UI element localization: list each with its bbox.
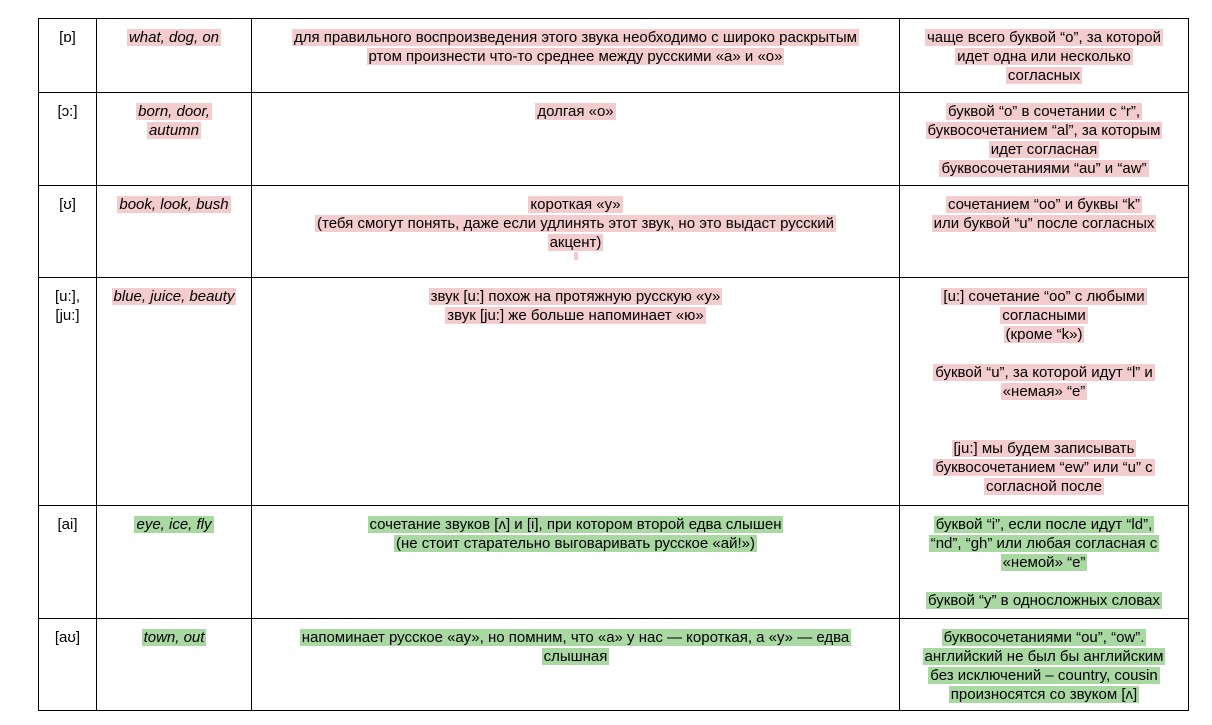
spelling-line: «немой» “e” <box>1002 554 1086 571</box>
spelling-cell <box>900 19 1189 93</box>
description-line: (тебя смогут понять, даже если удлинять этот звук, но это выдаст русский <box>317 215 834 232</box>
spelling-line: без исключений – country, cousin <box>930 667 1158 684</box>
examples-text: blue, juice, beauty <box>113 288 235 305</box>
spelling-line: чаще всего буквой “о”, за которой <box>926 29 1162 46</box>
description-line: (не стоит старательно выговаривать русское «ай!») <box>396 535 755 552</box>
spelling-line: [u:] сочетание “оо” с любыми <box>943 288 1145 305</box>
spelling-line: (кроме “k») <box>1005 326 1083 343</box>
spelling-line: согласных <box>1007 67 1081 84</box>
table-row <box>39 619 1189 711</box>
description-line: сочетание звуков [ʌ] и [i], при котором второй едва слышен <box>369 516 782 533</box>
description-line: для правильного воспроизведения этого звука необходимо с широко раскрытым <box>294 29 857 46</box>
examples-text: book, look, bush <box>119 196 229 213</box>
spelling-line: произносятся со звуком [ʌ] <box>950 686 1138 703</box>
examples-cell <box>97 506 252 619</box>
spelling-line: «немая» “e” <box>1002 383 1086 400</box>
examples-cell <box>97 278 252 506</box>
spelling-line: английский не был бы английским <box>924 648 1164 665</box>
table-row <box>39 506 1189 619</box>
sound-cell <box>39 278 97 506</box>
spelling-line: согласными <box>1002 307 1086 324</box>
spelling-line: буквосочетанием “ew” или “u” с <box>935 459 1153 476</box>
description-cell <box>252 19 900 93</box>
table-row <box>39 19 1189 93</box>
description-line: акцент) <box>549 234 602 251</box>
spelling-line: сочетанием “оо” и буквы “k” <box>948 196 1140 213</box>
spelling-line: буквой “о” в сочетании с “r”, <box>947 103 1141 120</box>
sound-cell <box>39 186 97 278</box>
sound-cell <box>39 506 97 619</box>
spelling-line: буквой “i”, если после идут “ld”, <box>935 516 1153 533</box>
description-line: ртом произнести что-то среднее между русскими «а» и «о» <box>368 48 783 65</box>
description-cell <box>252 186 900 278</box>
spelling-cell <box>900 186 1189 278</box>
sound-cell <box>39 93 97 186</box>
spelling-line: буквой “u”, за которой идут “l” и <box>935 364 1153 381</box>
description-line: слышная <box>543 648 608 665</box>
description-line: напоминает русское «ау», но помним, что «а» у нас — короткая, а «у» — едва <box>301 629 850 646</box>
examples-text: autumn <box>148 122 200 139</box>
description-cell <box>252 278 900 506</box>
examples-cell <box>97 186 252 278</box>
spelling-line: буквосочетаниями “ou”, “ow”. <box>943 629 1145 646</box>
spelling-line: буквосочетаниями “au” и “aw” <box>941 160 1147 177</box>
description-cell <box>252 506 900 619</box>
spelling-cell <box>900 278 1189 506</box>
spelling-cell <box>900 506 1189 619</box>
spelling-line: или буквой “u” после согласных <box>933 215 1155 232</box>
description-cell <box>252 619 900 711</box>
sound-symbol: [ai] <box>57 516 78 533</box>
description-line: звук [ju:] же больше напоминает «ю» <box>447 307 704 324</box>
spelling-line: согласной после <box>986 478 1102 495</box>
sound-symbol: [ʊ] <box>59 196 76 213</box>
examples-cell <box>97 19 252 93</box>
examples-text: born, door, <box>138 103 210 120</box>
phonetics-table <box>38 18 1189 711</box>
highlight-remnant <box>258 252 893 260</box>
sound-symbol: [ɔ:] <box>57 103 78 120</box>
examples-text: what, dog, on <box>128 29 220 46</box>
table-row <box>39 93 1189 186</box>
examples-text: town, out <box>143 629 205 646</box>
examples-text: eye, ice, fly <box>136 516 212 533</box>
sound-cell <box>39 19 97 93</box>
spelling-line: идет согласная <box>990 141 1098 158</box>
description-cell <box>252 93 900 186</box>
sound-symbol: [aʊ] <box>54 629 81 646</box>
description-line: звук [u:] похож на протяжную русскую «у» <box>430 288 721 305</box>
table-row <box>39 278 1189 506</box>
spelling-line: идет одна или несколько <box>957 48 1131 65</box>
sound-cell <box>39 619 97 711</box>
examples-cell <box>97 619 252 711</box>
sound-symbol: [ɒ] <box>59 29 76 46</box>
description-line: долгая «о» <box>537 103 614 120</box>
spelling-line: буквосочетанием “al”, за которым <box>927 122 1161 139</box>
spelling-line: [ju:] мы будем записывать <box>953 440 1135 457</box>
examples-cell <box>97 93 252 186</box>
spelling-line: буквой “y” в односложных словах <box>928 592 1160 609</box>
sound-symbol: [u:], <box>54 288 80 305</box>
table-row <box>39 186 1189 278</box>
spelling-line: “nd”, “gh” или любая согласная с <box>930 535 1158 552</box>
sound-symbol: [ju:] <box>55 307 80 324</box>
spelling-cell <box>900 93 1189 186</box>
spelling-cell <box>900 619 1189 711</box>
description-line: короткая «у» <box>530 196 621 213</box>
